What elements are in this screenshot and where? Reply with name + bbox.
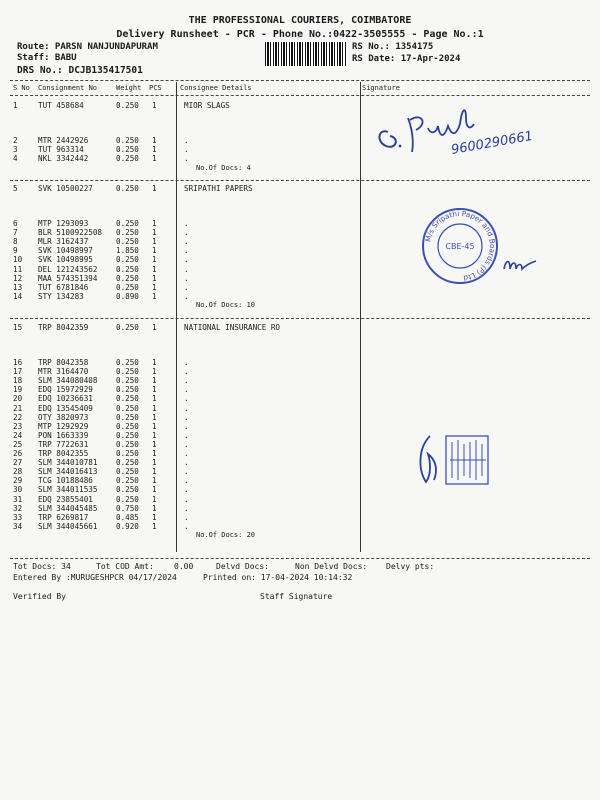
row-25-weight: 0.250	[116, 439, 139, 449]
row-32-sno: 32	[13, 503, 23, 513]
row-18-consignment: SLM 344080408	[38, 376, 98, 386]
group-doc-count: No.Of Docs: 20	[196, 531, 256, 540]
row-19-sno: 19	[13, 385, 23, 395]
total-docs: Tot Docs: 34	[13, 562, 71, 571]
company-stamp-sripathi	[420, 206, 500, 286]
row-20-sno: 20	[13, 394, 23, 404]
row-11-consignment: DEL 121243562	[38, 264, 98, 274]
barcode	[265, 42, 347, 66]
row-15-weight: 0.250	[116, 323, 139, 332]
row-5-sno: 5	[13, 184, 18, 193]
column-header-divider	[10, 95, 590, 96]
row-16-pcs: 1	[152, 358, 157, 367]
row-29-pcs: 1	[152, 476, 157, 486]
consignee-dot: .	[184, 394, 189, 404]
consignee-dot: .	[184, 449, 189, 458]
row-32-consignment: SLM 344045485	[38, 503, 98, 513]
company-title: THE PROFESSIONAL COURIERS, COIMBATORE	[188, 15, 412, 26]
row-25-pcs: 1	[152, 439, 157, 449]
consignee-dot: .	[184, 430, 189, 440]
row-30-consignment: SLM 344011535	[38, 485, 98, 495]
row-28-consignment: SLM 344016413	[38, 467, 98, 477]
row-32-pcs: 1	[152, 503, 157, 513]
row-14-weight: 0.890	[116, 291, 139, 301]
non-delivered-docs: Non Delvd Docs:	[295, 562, 368, 571]
consignee-column-rule	[176, 82, 177, 552]
row-15-pcs: 1	[152, 323, 157, 332]
row-18-pcs: 1	[152, 376, 157, 386]
row-8-weight: 0.250	[116, 237, 139, 247]
consignee-dot: .	[184, 485, 189, 495]
row-17-consignment: MTR 3164470	[38, 367, 89, 377]
row-34-weight: 0.920	[116, 521, 139, 531]
row-5-weight: 0.250	[116, 184, 139, 193]
consignee-dot: .	[184, 476, 189, 486]
row-22-consignment: OTY 3820973	[38, 412, 89, 422]
row-18-sno: 18	[13, 376, 23, 386]
row-9-sno: 9	[13, 246, 18, 256]
consignee-dot: .	[184, 439, 189, 449]
row-28-sno: 28	[13, 467, 23, 477]
consignee-dot: .	[184, 412, 189, 422]
row-7-pcs: 1	[152, 228, 157, 238]
row-2-pcs: 1	[152, 136, 157, 145]
group-doc-count: No.Of Docs: 10	[196, 301, 256, 310]
row-26-pcs: 1	[152, 449, 157, 458]
row-23-weight: 0.250	[116, 421, 139, 431]
row-29-sno: 29	[13, 476, 23, 486]
group-divider	[10, 318, 590, 319]
row-16-consignment: TRP 8042358	[38, 358, 89, 367]
row-1-consignment: TUT 458684	[38, 101, 84, 110]
row-22-pcs: 1	[152, 412, 157, 422]
row-5-pcs: 1	[152, 184, 157, 193]
consignee-dot: .	[184, 154, 189, 164]
row-28-pcs: 1	[152, 467, 157, 477]
row-30-pcs: 1	[152, 485, 157, 495]
row-21-consignment: EDQ 13545409	[38, 403, 93, 413]
row-17-weight: 0.250	[116, 367, 139, 377]
printed-on: Printed on: 17-04-2024 10:14:32	[203, 573, 353, 582]
signature-column-rule	[360, 82, 361, 552]
col-weight: Weight	[116, 84, 142, 92]
handwritten-initials-1	[500, 255, 540, 275]
row-2-consignment: MTR 2442926	[38, 136, 89, 145]
consignee-dot: .	[184, 358, 189, 367]
row-2-sno: 2	[13, 136, 18, 145]
consignee-name: NATIONAL INSURANCE RO	[184, 323, 281, 332]
row-1-weight: 0.250	[116, 101, 139, 110]
row-28-weight: 0.250	[116, 467, 139, 477]
footer-divider	[10, 558, 590, 559]
row-29-weight: 0.250	[116, 476, 139, 486]
row-13-pcs: 1	[152, 282, 157, 292]
row-12-consignment: MAA 574351394	[38, 273, 98, 283]
col-sno: S No	[13, 84, 30, 92]
row-21-sno: 21	[13, 403, 23, 413]
row-11-pcs: 1	[152, 264, 157, 274]
row-27-sno: 27	[13, 458, 23, 468]
row-10-sno: 10	[13, 255, 23, 265]
row-9-consignment: SVK 10498997	[38, 246, 93, 256]
row-10-weight: 0.250	[116, 255, 139, 265]
row-7-consignment: BLR 5100922508	[38, 228, 103, 238]
row-10-pcs: 1	[152, 255, 157, 265]
row-30-weight: 0.250	[116, 485, 139, 495]
handwritten-phone: 9600290661	[450, 128, 535, 158]
row-6-pcs: 1	[152, 219, 157, 228]
consignee-dot: .	[184, 385, 189, 395]
handwritten-signature-1	[370, 98, 560, 162]
row-20-weight: 0.250	[116, 394, 139, 404]
row-5-consignment: SVK 10500227	[38, 184, 93, 193]
total-cod-label: Tot COD Amt:	[96, 562, 154, 571]
row-30-sno: 30	[13, 485, 23, 495]
row-31-pcs: 1	[152, 494, 157, 504]
row-26-weight: 0.250	[116, 449, 139, 458]
row-4-pcs: 1	[152, 154, 157, 164]
consignee-dot: .	[184, 282, 189, 292]
group-doc-count: No.Of Docs: 4	[196, 163, 251, 172]
group-divider	[10, 180, 590, 181]
row-16-weight: 0.250	[116, 358, 139, 367]
row-27-weight: 0.250	[116, 458, 139, 468]
row-14-consignment: STY 134283	[38, 291, 84, 301]
row-8-consignment: MLR 3162437	[38, 237, 89, 247]
row-32-weight: 0.750	[116, 503, 139, 513]
row-33-consignment: TRP 6269817	[38, 512, 89, 522]
row-9-pcs: 1	[152, 246, 157, 256]
rs-date: RS Date: 17-Apr-2024	[352, 54, 461, 64]
row-18-weight: 0.250	[116, 376, 139, 386]
row-23-sno: 23	[13, 421, 23, 431]
consignee-dot: .	[184, 219, 189, 228]
consignee-dot: .	[184, 273, 189, 283]
staff-signature: Staff Signature	[260, 592, 333, 601]
row-33-pcs: 1	[152, 512, 157, 522]
row-6-weight: 0.250	[116, 219, 139, 228]
consignee-name: MIOR SLAGS	[184, 101, 230, 110]
row-27-consignment: SLM 344010781	[38, 458, 98, 468]
row-3-weight: 0.250	[116, 145, 139, 155]
row-3-pcs: 1	[152, 145, 157, 155]
row-31-consignment: EDQ 23855401	[38, 494, 93, 504]
row-23-pcs: 1	[152, 421, 157, 431]
header-divider	[10, 80, 590, 81]
office-stamp-national-insurance	[412, 430, 492, 490]
row-15-consignment: TRP 8042359	[38, 323, 89, 332]
col-consignment: Consignment No	[38, 84, 98, 92]
consignee-dot: .	[184, 136, 189, 145]
stamp-text: M/s Sripathi Paper and Boards (P) Ltd	[423, 208, 498, 283]
row-13-weight: 0.250	[116, 282, 139, 292]
row-17-sno: 17	[13, 367, 23, 377]
row-33-sno: 33	[13, 512, 23, 522]
stamp-code: CBE-45	[445, 242, 475, 251]
rs-number: RS No.: 1354175	[352, 42, 434, 52]
row-24-pcs: 1	[152, 430, 157, 440]
row-15-sno: 15	[13, 323, 23, 332]
row-27-pcs: 1	[152, 458, 157, 468]
consignee-dot: .	[184, 246, 189, 256]
row-6-sno: 6	[13, 219, 18, 228]
consignee-dot: .	[184, 503, 189, 513]
consignee-dot: .	[184, 467, 189, 477]
route-label: Route: PARSN NANJUNDAPURAM	[17, 42, 158, 52]
row-22-weight: 0.250	[116, 412, 139, 422]
row-23-consignment: MTP 1292929	[38, 421, 89, 431]
row-25-sno: 25	[13, 439, 23, 449]
consignee-dot: .	[184, 255, 189, 265]
row-24-consignment: PON 1663339	[38, 430, 89, 440]
row-11-sno: 11	[13, 264, 23, 274]
row-3-sno: 3	[13, 145, 18, 155]
entered-by: Entered By :MURUGESHPCR 04/17/2024	[13, 573, 177, 582]
col-pcs: PCS	[149, 84, 162, 92]
row-17-pcs: 1	[152, 367, 157, 377]
row-22-sno: 22	[13, 412, 23, 422]
consignee-dot: .	[184, 512, 189, 522]
row-12-pcs: 1	[152, 273, 157, 283]
row-19-consignment: EDQ 15972929	[38, 385, 93, 395]
row-14-pcs: 1	[152, 291, 157, 301]
staff-label: Staff: BABU	[17, 53, 77, 63]
row-26-consignment: TRP 8042355	[38, 449, 89, 458]
row-12-sno: 12	[13, 273, 23, 283]
row-33-weight: 0.485	[116, 512, 139, 522]
row-1-sno: 1	[13, 101, 18, 110]
row-16-sno: 16	[13, 358, 23, 367]
consignee-dot: .	[184, 494, 189, 504]
consignee-dot: .	[184, 145, 189, 155]
consignee-dot: .	[184, 367, 189, 377]
row-8-pcs: 1	[152, 237, 157, 247]
row-24-weight: 0.250	[116, 430, 139, 440]
row-14-sno: 14	[13, 291, 23, 301]
row-2-weight: 0.250	[116, 136, 139, 145]
row-19-weight: 0.250	[116, 385, 139, 395]
row-7-weight: 0.250	[116, 228, 139, 238]
delivered-docs: Delvd Docs:	[216, 562, 269, 571]
consignee-name: SRIPATHI PAPERS	[184, 184, 253, 193]
consignee-dot: .	[184, 421, 189, 431]
consignee-dot: .	[184, 228, 189, 238]
row-34-consignment: SLM 344045661	[38, 521, 98, 531]
consignee-dot: .	[184, 521, 189, 531]
row-29-consignment: TCG 10188486	[38, 476, 93, 486]
consignee-dot: .	[184, 403, 189, 413]
consignee-dot: .	[184, 458, 189, 468]
row-34-sno: 34	[13, 521, 23, 531]
row-10-consignment: SVK 10498995	[38, 255, 93, 265]
row-6-consignment: MTP 1293093	[38, 219, 89, 228]
row-3-consignment: TUT 963314	[38, 145, 84, 155]
row-12-weight: 0.250	[116, 273, 139, 283]
consignee-dot: .	[184, 376, 189, 386]
row-1-pcs: 1	[152, 101, 157, 110]
row-25-consignment: TRP 7722631	[38, 439, 89, 449]
row-20-pcs: 1	[152, 394, 157, 404]
row-11-weight: 0.250	[116, 264, 139, 274]
row-8-sno: 8	[13, 237, 18, 247]
total-cod-value: 0.00	[174, 562, 194, 571]
row-31-weight: 0.250	[116, 494, 139, 504]
row-21-weight: 0.250	[116, 403, 139, 413]
row-31-sno: 31	[13, 494, 23, 504]
col-signature: Signature	[362, 84, 400, 92]
row-9-weight: 1.850	[116, 246, 139, 256]
row-21-pcs: 1	[152, 403, 157, 413]
row-24-sno: 24	[13, 430, 23, 440]
row-7-sno: 7	[13, 228, 18, 238]
row-4-consignment: NKL 3342442	[38, 154, 89, 164]
row-20-consignment: EDQ 10236631	[38, 394, 93, 404]
row-26-sno: 26	[13, 449, 23, 458]
consignee-dot: .	[184, 264, 189, 274]
col-consignee: Consignee Details	[180, 84, 252, 92]
consignee-dot: .	[184, 291, 189, 301]
row-13-consignment: TUT 6781846	[38, 282, 89, 292]
row-4-weight: 0.250	[116, 154, 139, 164]
drs-number: DRS No.: DCJB135417501	[17, 65, 143, 76]
consignee-dot: .	[184, 237, 189, 247]
verified-by: Verified By	[13, 592, 66, 601]
delivery-points: Delvy pts:	[386, 562, 435, 571]
row-13-sno: 13	[13, 282, 23, 292]
row-34-pcs: 1	[152, 521, 157, 531]
row-4-sno: 4	[13, 154, 18, 164]
row-19-pcs: 1	[152, 385, 157, 395]
runsheet-subtitle: Delivery Runsheet - PCR - Phone No.:0422-3505555 - Page No.:1	[116, 29, 484, 40]
